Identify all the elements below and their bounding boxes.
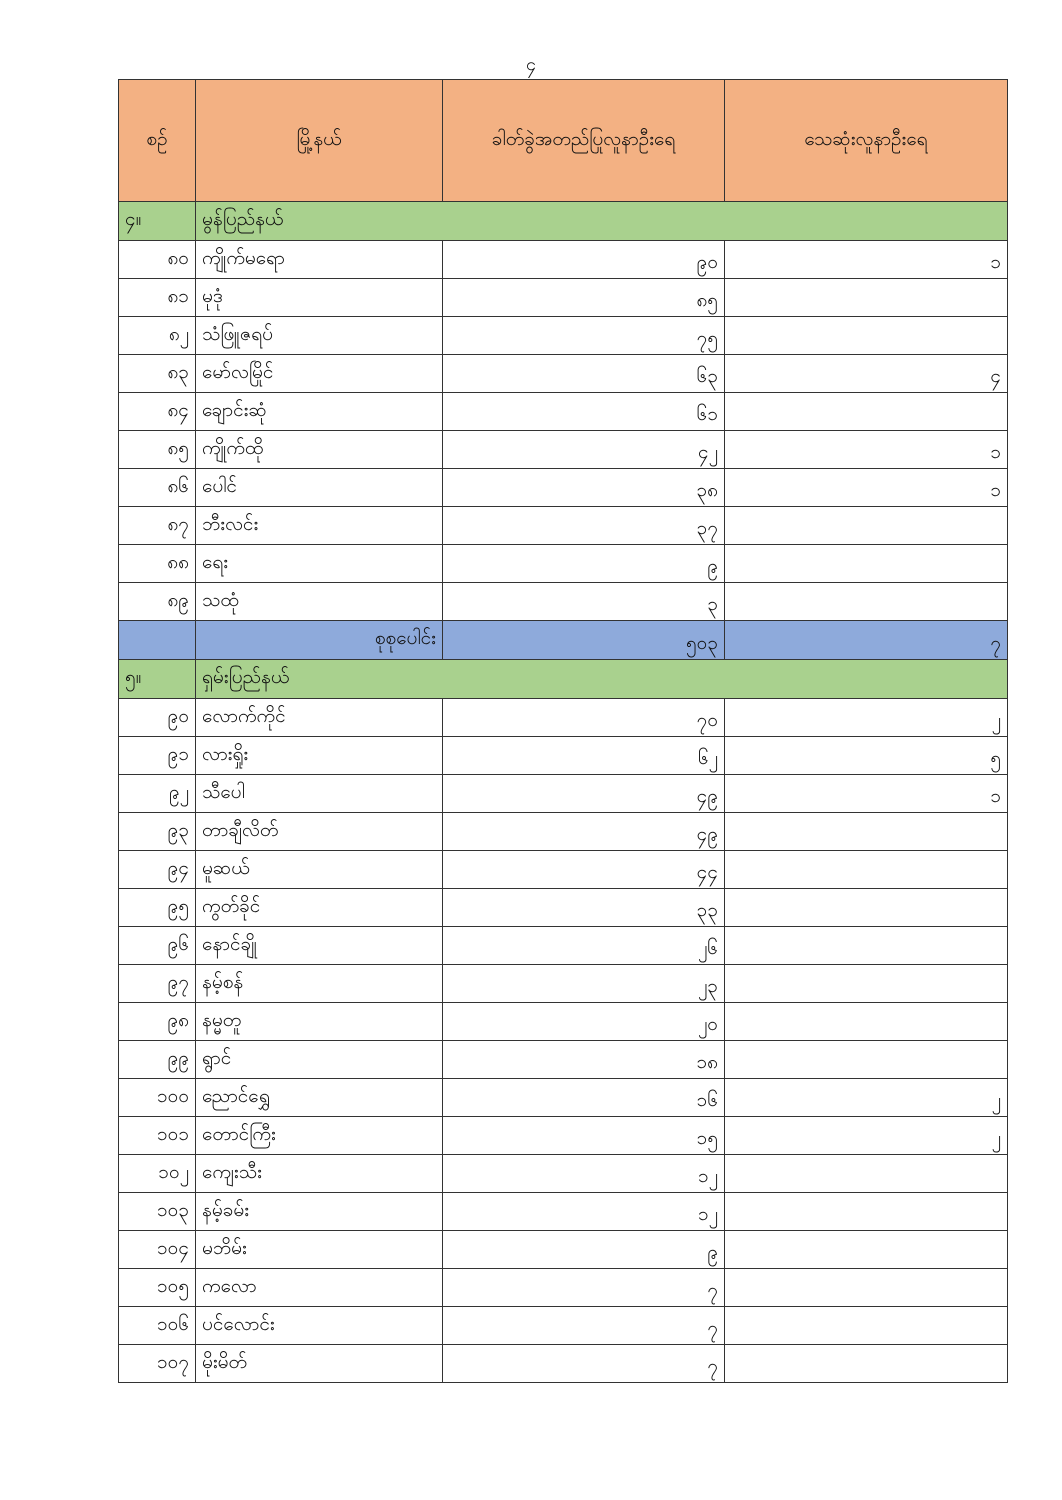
header-confirmed-cases: ခါတ်ခွဲအတည်ပြုလူနာဦးရေ [443,80,725,202]
death-count [725,851,1008,889]
total-empty-cell [119,621,196,660]
death-count [725,1345,1008,1383]
table-row [119,431,1008,469]
table-row [119,775,1008,813]
death-count [725,545,1008,583]
header-township: မြို့နယ် [196,80,443,202]
confirmed-count: ၉၀ [443,241,725,279]
confirmed-count: ၇ [443,1345,725,1383]
confirmed-count: ၇ [443,1269,725,1307]
table-row [119,1345,1008,1383]
serial-number: ၈၁ [119,279,196,317]
confirmed-count: ၇၅ [443,317,725,355]
serial-number: ၈၉ [119,583,196,621]
township-name: ရွာင် [196,1041,443,1079]
serial-number: ၉၁ [119,737,196,775]
death-count [725,965,1008,1003]
table-row [119,583,1008,621]
death-count [725,927,1008,965]
serial-number: ၁၀၂ [119,1155,196,1193]
death-count [725,279,1008,317]
township-name: သထုံ [196,583,443,621]
township-name: ကျေးသီး [196,1155,443,1193]
total-label: စုစုပေါင်း [196,621,443,660]
township-name: ကွတ်ခိုင် [196,889,443,927]
township-name: ပင်လောင်း [196,1307,443,1345]
confirmed-count: ၇ [443,1307,725,1345]
confirmed-count: ၃၈ [443,469,725,507]
serial-number: ၁၀၁ [119,1117,196,1155]
confirmed-count: ၂၃ [443,965,725,1003]
region-number: ၅။ [119,660,196,699]
serial-number: ၉၂ [119,775,196,813]
table-row [119,889,1008,927]
serial-number: ၉၃ [119,813,196,851]
serial-number: ၈၃ [119,355,196,393]
township-name: မော်လမြိုင် [196,355,443,393]
region-name: မွန်ပြည်နယ် [196,202,1008,241]
covid-township-table [118,79,1008,1383]
header-deaths: သေဆုံးလူနာဦးရေ [725,80,1008,202]
confirmed-count: ၄၉ [443,813,725,851]
township-name: နမ့်ခမ်း [196,1193,443,1231]
township-name: ကျိုက်မရော [196,241,443,279]
table-row [119,1003,1008,1041]
township-name: ရေး [196,545,443,583]
death-count: ၁ [725,431,1008,469]
serial-number: ၁၀၃ [119,1193,196,1231]
table-row [119,355,1008,393]
confirmed-count: ၆၃ [443,355,725,393]
township-name: နောင်ချို [196,927,443,965]
region-name: ရှမ်းပြည်နယ် [196,660,1008,699]
confirmed-count: ၇၀ [443,699,725,737]
township-name: သံဖြူဇရပ် [196,317,443,355]
confirmed-count: ၄၄ [443,851,725,889]
death-count: ၁ [725,469,1008,507]
township-name: သီပေါ [196,775,443,813]
death-count [725,889,1008,927]
table-row [119,317,1008,355]
table-row [119,1041,1008,1079]
table-row [119,1269,1008,1307]
serial-number: ၈၇ [119,507,196,545]
table-row [119,813,1008,851]
header-row [119,80,1008,202]
death-count [725,317,1008,355]
serial-number: ၉၄ [119,851,196,889]
death-count [725,1231,1008,1269]
table-row [119,469,1008,507]
township-name: ကလော [196,1269,443,1307]
confirmed-count: ၄၂ [443,431,725,469]
confirmed-count: ၁၂ [443,1155,725,1193]
header-serial-no: စဉ် [119,80,196,202]
death-count: ၂ [725,1117,1008,1155]
serial-number: ၈၅ [119,431,196,469]
death-count [725,1269,1008,1307]
township-name: မဘိမ်း [196,1231,443,1269]
confirmed-count: ၃၃ [443,889,725,927]
serial-number: ၈၈ [119,545,196,583]
confirmed-count: ၂၆ [443,927,725,965]
table-row [119,737,1008,775]
township-name: ဘီးလင်း [196,507,443,545]
death-count: ၁ [725,241,1008,279]
serial-number: ၉၀ [119,699,196,737]
township-name: ချောင်းဆုံ [196,393,443,431]
township-name: တောင်ကြီး [196,1117,443,1155]
confirmed-count: ၄၉ [443,775,725,813]
serial-number: ၉၈ [119,1003,196,1041]
confirmed-count: ၆၁ [443,393,725,431]
serial-number: ၁၀၆ [119,1307,196,1345]
township-name: ညောင်ရွှေ [196,1079,443,1117]
township-name: ပေါင် [196,469,443,507]
serial-number: ၁၀၀ [119,1079,196,1117]
death-count [725,507,1008,545]
table-row [119,1155,1008,1193]
confirmed-count: ၆၂ [443,737,725,775]
total-row [119,621,1008,660]
death-count [725,1003,1008,1041]
table-row [119,851,1008,889]
death-count [725,1307,1008,1345]
serial-number: ၉၇ [119,965,196,1003]
death-count [725,1041,1008,1079]
serial-number: ၈၂ [119,317,196,355]
serial-number: ၁၀၄ [119,1231,196,1269]
table-row [119,1193,1008,1231]
confirmed-count: ၁၈ [443,1041,725,1079]
page-number: ၄ [525,54,537,75]
serial-number: ၁၀၅ [119,1269,196,1307]
serial-number: ၁၀၇ [119,1345,196,1383]
confirmed-count: ၁၂ [443,1193,725,1231]
township-name: နမ့်စန် [196,965,443,1003]
serial-number: ၈၄ [119,393,196,431]
table-row [119,1307,1008,1345]
death-count [725,583,1008,621]
confirmed-count: ၉ [443,1231,725,1269]
confirmed-count: ၉ [443,545,725,583]
confirmed-count: ၃ [443,583,725,621]
confirmed-count: ၁၆ [443,1079,725,1117]
confirmed-count: ၂၀ [443,1003,725,1041]
serial-number: ၈၀ [119,241,196,279]
table-row [119,507,1008,545]
table-row [119,393,1008,431]
table-row [119,927,1008,965]
total-confirmed: ၅၀၃ [443,621,725,660]
death-count: ၁ [725,775,1008,813]
serial-number: ၉၅ [119,889,196,927]
township-name: လားရှိုး [196,737,443,775]
table-row [119,1079,1008,1117]
region-number: ၄။ [119,202,196,241]
confirmed-count: ၈၅ [443,279,725,317]
region-section-row [119,660,1008,699]
serial-number: ၉၆ [119,927,196,965]
death-count: ၄ [725,355,1008,393]
death-count [725,1193,1008,1231]
table-row [119,279,1008,317]
serial-number: ၈၆ [119,469,196,507]
confirmed-count: ၁၅ [443,1117,725,1155]
table-row [119,699,1008,737]
death-count [725,1155,1008,1193]
township-name: နမ္မတူ [196,1003,443,1041]
total-deaths: ၇ [725,621,1008,660]
table-row [119,545,1008,583]
confirmed-count: ၃၇ [443,507,725,545]
township-name: ကျိုက်ထို [196,431,443,469]
death-count: ၅ [725,737,1008,775]
region-section-row [119,202,1008,241]
death-count: ၂ [725,1079,1008,1117]
table-row [119,1117,1008,1155]
serial-number: ၉၉ [119,1041,196,1079]
table-row [119,965,1008,1003]
table-row [119,241,1008,279]
death-count [725,393,1008,431]
township-name: လောက်ကိုင် [196,699,443,737]
death-count [725,813,1008,851]
township-name: မိုးမိတ် [196,1345,443,1383]
death-count: ၂ [725,699,1008,737]
township-name: မုဒုံ [196,279,443,317]
township-name: တာချီလိတ် [196,813,443,851]
table-body [119,202,1008,1383]
table-row [119,1231,1008,1269]
township-name: မူဆယ် [196,851,443,889]
table-header [119,80,1008,202]
